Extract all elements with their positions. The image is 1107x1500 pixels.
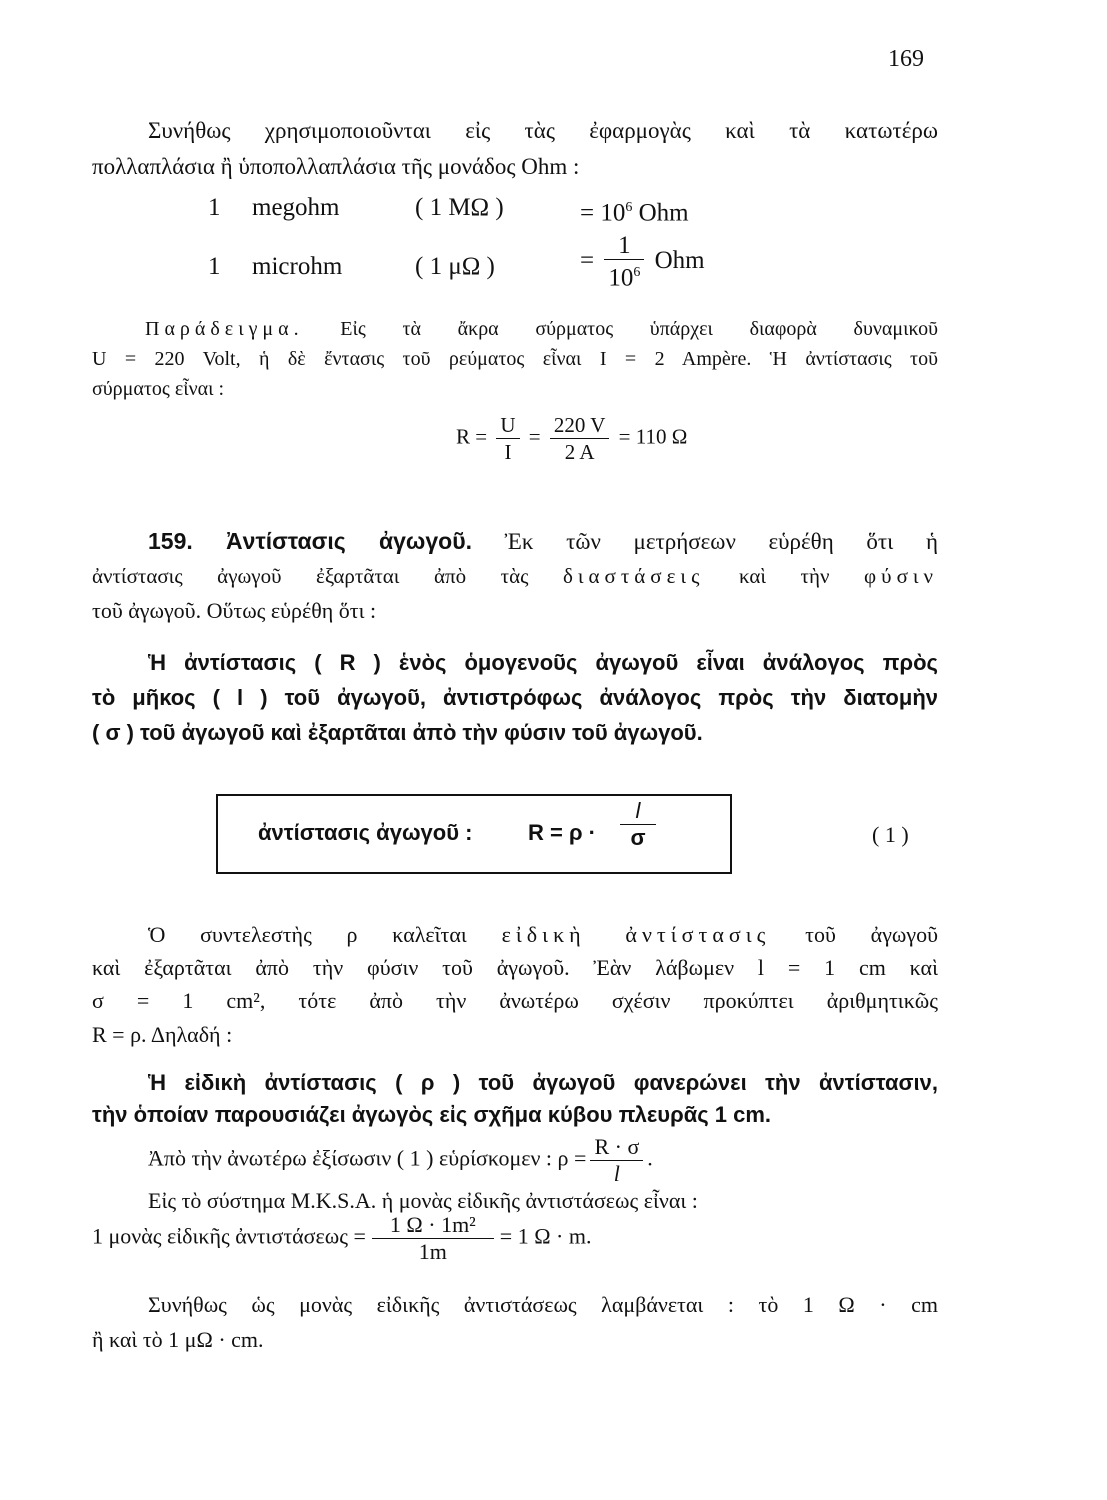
specific-line-3: σ = 1 cm², τότε ἀπὸ τὴν ἀνωτέρω σχέσιν προκύπτει ἀριθμητικῶς [92, 988, 938, 1013]
section-line-2: ἀντίστασις ἀγωγοῦ ἐξαρτᾶται ἀπὸ τὰς διαστάσεις καὶ τὴν φύσιν [92, 564, 939, 588]
closing-line-2: ἢ καὶ τὸ 1 μΩ · cm. [92, 1327, 264, 1352]
law-line-2: τὸ μῆκος ( l ) τοῦ ἀγωγοῦ, ἀντιστρόφως ἀνάλογος πρὸς τὴν διατομὴν [92, 685, 938, 710]
example-formula: R = $\frac{U}{I}$ = $\frac{220 V}{2 A}$ = 110 Ω [456, 413, 688, 464]
specific-law-2: τὴν ὁποίαν παρουσιάζει ἀγωγὸς εἰς σχῆμα κύβου πλευρᾶς 1 cm. [92, 1102, 772, 1127]
equation-number: ( 1 ) [872, 822, 909, 847]
unit-count: 1 [208, 194, 221, 221]
specific-line-4: R = ρ. Δηλαδή : [92, 1022, 233, 1047]
example-label: Παράδειγμα. [145, 318, 304, 340]
unit-ohm: Ohm [638, 199, 689, 227]
unit-equation: 1 μονὰς εἰδικῆς ἀντιστάσεως = $\frac{\text{1 Ω · 1m²}}{1m}$ = 1 Ω · m. [92, 1212, 592, 1264]
boxed-fraction: l σ [620, 798, 656, 851]
unit-eq: = [580, 246, 595, 274]
derive-line: Ἀπὸ τὴν ἀνωτέρω ἐξίσωσιν ( 1 ) εὑρίσκομεν : ρ = $\frac{R \cdot \sigma}{l}$ . [148, 1134, 653, 1186]
section-line-3: τοῦ ἀγωγοῦ. Οὕτως εὑρέθη ὅτι : [92, 598, 377, 623]
closing-line-1: Συνήθως ὡς μονὰς εἰδικῆς ἀντιστάσεως λαμβάνεται : τὸ 1 Ω · cm [148, 1292, 938, 1317]
unit-name: microhm [252, 253, 343, 280]
intro-line-2: πολλαπλάσια ἢ ὑποπολλαπλάσια τῆς μονάδος Ohm : [92, 154, 580, 179]
section-line-1: 159. Ἀντίστασις ἀγωγοῦ. Ἐκ τῶν μετρήσεων εὑρέθη ὅτι ἡ [148, 528, 938, 554]
specific-line-1: Ὁ συντελεστὴς ρ καλεῖται εἰδικὴ ἀντίστασις τοῦ ἀγωγοῦ [148, 922, 939, 947]
unit-ohm: Ohm [654, 246, 705, 274]
boxed-formula [216, 794, 732, 874]
unit-symbol: ( 1 μΩ ) [415, 253, 495, 280]
section-heading: 159. Ἀντίστασις ἀγωγοῦ. [148, 528, 472, 554]
specific-law-1: Ἡ εἰδικὴ ἀντίστασις ( ρ ) τοῦ ἀγωγοῦ φανερώνει τὴν ἀντίστασιν, [148, 1070, 938, 1095]
example-line-1: Παράδειγμα. Εἰς τὰ ἄκρα σύρματος ὑπάρχει διαφορὰ δυναμικοῦ [145, 318, 939, 340]
unit-eq: = 10 [580, 199, 626, 227]
unit-symbol: ( 1 MΩ ) [415, 194, 504, 221]
law-line-3: ( σ ) τοῦ ἀγωγοῦ καὶ ἐξαρτᾶται ἀπὸ τὴν φύσιν τοῦ ἀγωγοῦ. [92, 720, 703, 745]
unit-exp: 6 [625, 200, 633, 215]
example-line-2: U = 220 Volt, ἡ δὲ ἔντασις τοῦ ρεύματος εἶναι I = 2 Ampère. Ἡ ἀντίστασις τοῦ [92, 348, 938, 370]
mksa-line: Εἰς τὸ σύστημα M.K.S.A. ἡ μονὰς εἰδικῆς ἀντιστάσεως εἶναι : [148, 1188, 698, 1213]
boxed-lhs: R = ρ · [528, 820, 597, 845]
specific-line-2: καὶ ἐξαρτᾶται ἀπὸ τὴν φύσιν τοῦ ἀγωγοῦ. Ἐὰν λάβωμεν l = 1 cm καὶ [92, 955, 938, 980]
intro-line-1: Συνήθως χρησιμοποιοῦνται εἰς τὰς ἐφαρμογὰς καὶ τὰ κατωτέρω [148, 118, 938, 143]
unit-name: megohm [252, 194, 340, 221]
boxed-label: ἀντίστασις ἀγωγοῦ : [258, 820, 473, 845]
example-line-3: σύρματος εἶναι : [92, 378, 225, 400]
fraction: $\frac{1}{10^6}$ [604, 233, 644, 291]
law-line-1: Ἡ ἀντίστασις ( R ) ἑνὸς ὁμογενοῦς ἀγωγοῦ εἶναι ἀνάλογος πρὸς [148, 650, 938, 675]
page-number: 169 [888, 46, 924, 72]
unit-count: 1 [208, 253, 221, 280]
